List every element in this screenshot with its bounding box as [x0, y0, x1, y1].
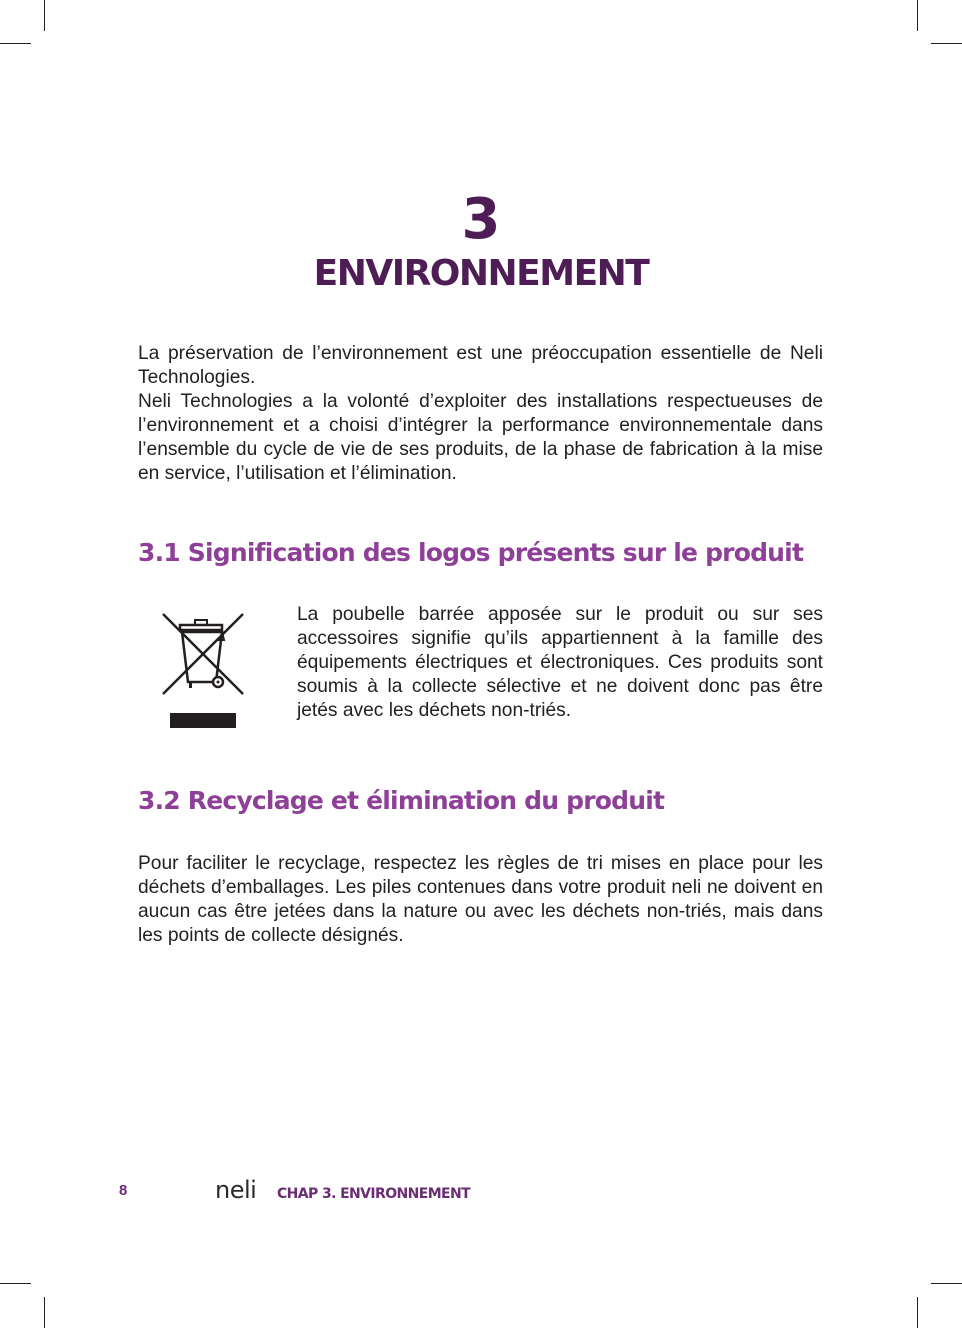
recycling-text: Pour faciliter le recyclage, respectez les règles de tri mises en place pour les déchets d’emballages. Les piles contenues dans votre produit neli ne doivent en aucun cas être jetées dans la nature ou avec les déchets non-triés, mais dans les points de collecte désignés. [138, 853, 823, 946]
footer-chapter-label: CHAP 3. ENVIRONNEMENT [277, 1186, 471, 1202]
crop-mark [44, 1297, 45, 1328]
crop-mark [917, 0, 918, 31]
logo-description: La poubelle barrée apposée sur le produit ou sur ses accessoires signifie qu’ils appartiennent à la famille des équipements électriques et électroniques. Ces produits sont soumis à la collecte sélective et ne doivent donc pas être jetés avec les déchets non-triés. [297, 604, 823, 721]
page-number: 8 [119, 1182, 128, 1199]
crop-mark [931, 1283, 962, 1284]
intro-text [138, 342, 823, 486]
intro-paragraph-1: La préservation de l’environnement est une préoccupation essentielle de Neli Technologies. [138, 343, 823, 388]
intro-paragraph-2: Neli Technologies a la volonté d’exploiter des installations respectueuses de l’environnement et a choisi d’intégrer la performance environnementale dans l’ensemble du cycle de vie de ses produits, de la phase de fabrication à la mise en service, l’utilisation et l’élimination. [138, 391, 823, 484]
crop-mark [917, 1297, 918, 1328]
crop-mark [931, 43, 962, 44]
section-title-recycling: 3.2 Recyclage et élimination du produit [138, 786, 665, 815]
crop-mark [44, 0, 45, 31]
brand-logo: neli [215, 1176, 257, 1204]
crop-mark [0, 1283, 31, 1284]
chapter-title: ENVIRONNEMENT [313, 253, 649, 294]
chapter-number: 3 [461, 187, 501, 252]
crossed-out-wheelie-bin-icon [160, 610, 246, 732]
section-title-logos: 3.1 Signification des logos présents sur le produit [138, 538, 804, 567]
crop-mark [0, 43, 31, 44]
